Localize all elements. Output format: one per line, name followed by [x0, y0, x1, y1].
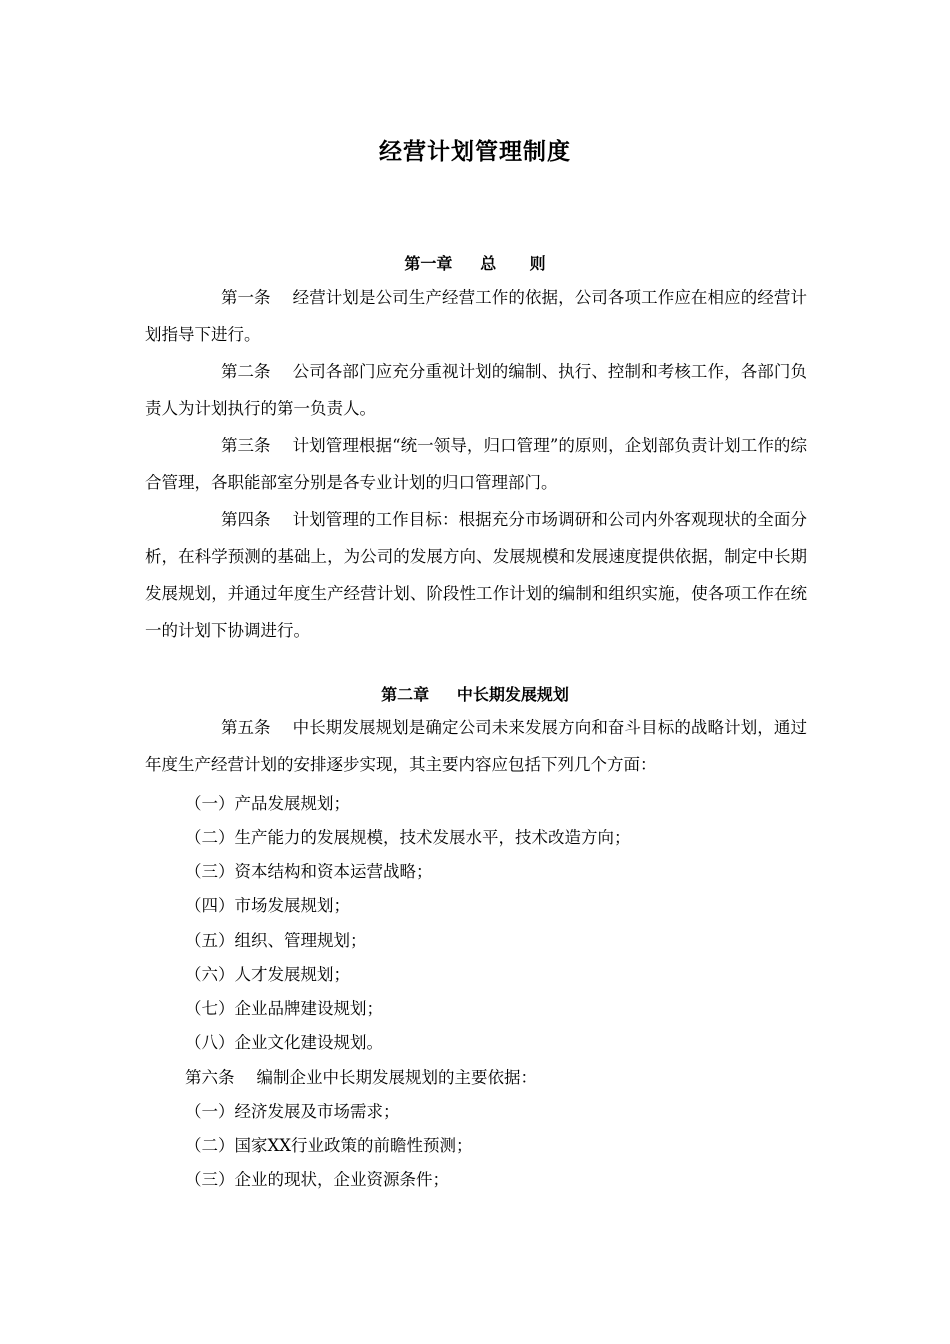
list-item: （二）生产能力的发展规模，技术发展水平，技术改造方向；: [185, 828, 631, 847]
chapter-2-heading: 第二章 中长期发展规划: [381, 685, 569, 704]
document-title: 经营计划管理制度: [379, 138, 571, 165]
list-item: （四）市场发展规划；: [185, 896, 350, 915]
article-text: 中长期发展规划是确定公司未来发展方向和奋斗目标的战略计划，通过年度生产经营计划的安排逐步实现，其主要内容应包括下列几个方面：: [145, 718, 807, 774]
article-number: 第四条: [221, 510, 271, 529]
list-item: （二）国家XX行业政策的前瞻性预测；: [185, 1136, 473, 1155]
article-number: 第二条: [221, 362, 271, 381]
article-number: 第三条: [221, 436, 271, 455]
article-text: 经营计划是公司生产经营工作的依据，公司各项工作应在相应的经营计划指导下进行。: [145, 288, 807, 344]
chapter-2-body: [145, 709, 807, 783]
list-item: （六）人才发展规划；: [185, 965, 350, 984]
article-text: 计划管理的工作目标：根据充分市场调研和公司内外客观现状的全面分析，在科学预测的基础上，为公司的发展方向、发展规模和发展速度提供依据，制定中长期发展规划，并通过年度生产经营计划、阶段性工作计划的编制和组织实施，使各项工作在统一的计划下协调进行。: [145, 510, 807, 640]
article-text: 计划管理根据“统一领导，归口管理”的原则，企划部负责计划工作的综合管理，各职能部室分别是各专业计划的归口管理部门。: [145, 436, 807, 492]
list-item: （五）组织、管理规划；: [185, 931, 367, 950]
article-6: [185, 1064, 537, 1088]
chapter-1-body: [145, 279, 807, 649]
article-2: [145, 353, 807, 427]
article-text: 编制企业中长期发展规划的主要依据：: [256, 1068, 537, 1087]
article-text: 公司各部门应充分重视计划的编制、执行、控制和考核工作，各部门负责人为计划执行的第一负责人。: [145, 362, 807, 418]
list-item: （一）产品发展规划；: [185, 794, 350, 813]
list-item: （七）企业品牌建设规划；: [185, 999, 383, 1018]
article-number: 第一条: [221, 288, 271, 307]
list-item: （三）企业的现状，企业资源条件；: [185, 1170, 449, 1189]
article-number: 第五条: [221, 718, 271, 737]
article-4: [145, 501, 807, 649]
list-item: （八）企业文化建设规划。: [185, 1033, 383, 1052]
list-item: （三）资本结构和资本运营战略；: [185, 862, 433, 881]
article-3: [145, 427, 807, 501]
list-item: （一）经济发展及市场需求；: [185, 1102, 400, 1121]
article-5: [145, 709, 807, 783]
article-1: [145, 279, 807, 353]
chapter-1-heading: 第一章 总 则: [404, 254, 546, 273]
article-number: 第六条: [185, 1068, 235, 1087]
